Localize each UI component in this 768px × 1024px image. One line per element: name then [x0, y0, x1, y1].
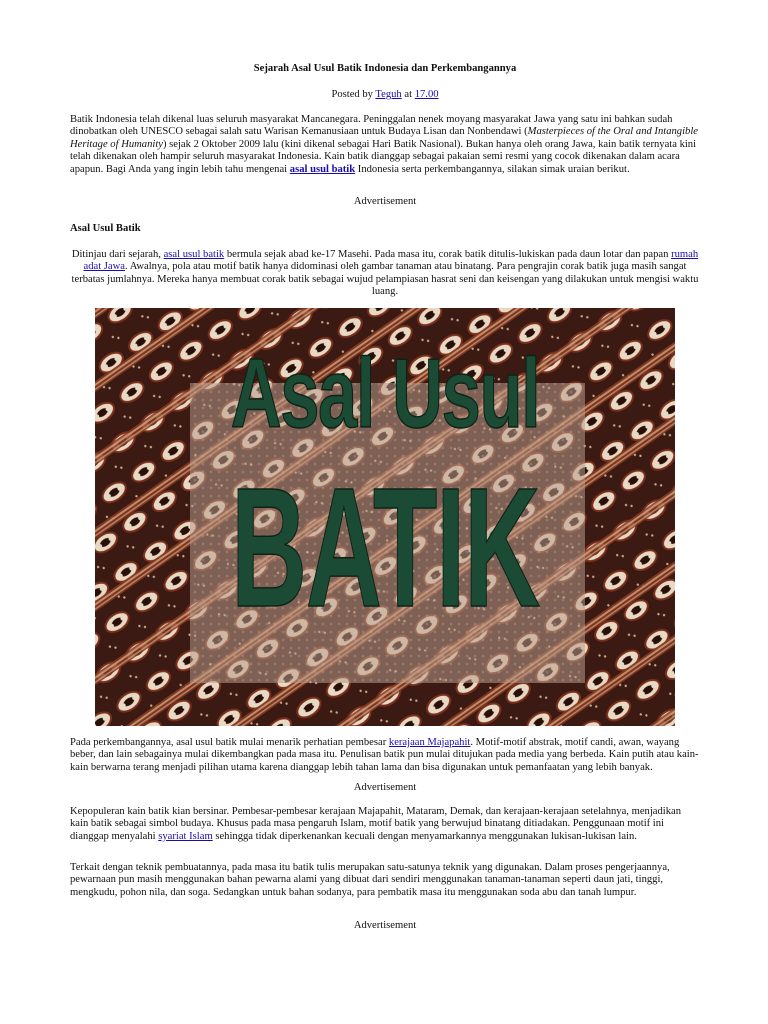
- section-heading: Asal Usul Batik: [70, 223, 141, 234]
- posted-by-label: Posted by: [331, 89, 373, 100]
- s1-text-2: bermula sejak abad ke-17 Masehi. Pada masa itu, corak batik ditulis-lukiskan pada daun lotar dan papan: [224, 249, 672, 260]
- syariat-islam-link[interactable]: syariat Islam: [158, 830, 213, 842]
- image-title-line2: BATIK: [230, 453, 539, 643]
- p2-text-2: . Motif-motif abstrak, motif candi, awan, wayang beber, dan lain sebagainya mulai dikembangkan pada masa itu. Penulisan batik pun mulai ditujukan pada media yang berbeda. Kain putih atau kain-kain berwarna terang menjadi pilihan utama karena dianggap lebih tahan lama dan bisa digunakan untuk pemanfaatan yang lebih banyak.: [70, 737, 699, 773]
- batik-image: [95, 308, 675, 726]
- s1-text-3: . Awalnya, pola atau motif batik hanya didominasi oleh gambar tanaman atau binatang. Para pengrajin corak batik juga masih sangat terbatas jumlahnya. Mereka hanya membuat corak batik sebagai wujud pelampiasan hasrat seni dan keisengan yang dilakukan untuk mengisi waktu luang.: [71, 261, 699, 298]
- intro-text-1: Batik Indonesia telah dikenal luas seluruh masyarakat Mancanegara. Peninggalan nenek moyang masyarakat Jawa yang satu ini bahkan sudah dinobatkan oleh UNESCO sebagai salah satu Warisan Kemanusiaan untuk Budaya Lisan dan Nonbendawi (: [70, 114, 673, 138]
- advertisement-label-3: Advertisement: [353, 920, 417, 931]
- time-link[interactable]: 17.00: [414, 89, 439, 100]
- section1-paragraph: [70, 249, 700, 299]
- at-label: at: [404, 89, 413, 100]
- article-title: Sejarah Asal Usul Batik Indonesia dan Perkembangannya: [253, 63, 517, 74]
- p3-text-1: Kepopuleran kain batik kian bersinar. Pembesar-pembesar kerajaan Majapahit, Mataram, Demak, dan kerajaan-kerajaan setelahnya, menjadikan kain batik sebagai simbol budaya. Khusus pada masa pengaruh Islam, motif batik yang berwujud binatang ditiadakan. Penggunaan motif ini dianggap menyalahi: [70, 806, 682, 842]
- paragraph-4: Terkait dengan teknik pembuatannya, pada masa itu batik tulis merupakan satu-satunya teknik yang digunakan. Dalam proses pengerjaannya, pewarnaan pun masih menggunakan bahan pewarna alami yang dibuat dari sendiri menggunakan tanaman-tanaman seperti daun jati, tinggi, mengkudu, pohon nila, dan soga. Sedangkan untuk bahan sodanya, para pembatik masa itu menggunakan soda abu dan tanah lumpur.: [70, 862, 670, 898]
- s1-text-1: Ditinjau dari sejarah,: [71, 249, 164, 260]
- kerajaan-majapahit-link[interactable]: kerajaan Majapahit: [388, 737, 471, 748]
- author-link[interactable]: Teguh: [375, 89, 402, 100]
- p3-text-2: sehingga tidak diperkenankan kecuali dengan menyamarkannya menggunakan lukisan-lukisan lain.: [212, 830, 637, 842]
- asal-usul-batik-link[interactable]: asal usul batik: [289, 163, 356, 175]
- paragraph-3: [70, 806, 700, 843]
- intro-text-3: Indonesia serta perkembangannya, silakan simak uraian berikut.: [355, 163, 630, 175]
- intro-italic: Masterpieces of the Oral and Intangible Heritage of Humanity: [70, 126, 698, 150]
- post-meta: [70, 89, 700, 101]
- rumah-adat-jawa-link[interactable]: rumah adat Jawa: [83, 249, 699, 273]
- paragraph-2: [70, 737, 700, 774]
- intro-paragraph: [70, 114, 700, 176]
- asal-usul-batik-link-2[interactable]: asal usul batik: [163, 249, 225, 260]
- advertisement-label-2: Advertisement: [353, 782, 417, 793]
- advertisement-label: Advertisement: [353, 196, 417, 207]
- p2-text-1: Pada perkembangannya, asal usul batik mulai menarik perhatian pembesar: [70, 737, 389, 748]
- intro-text-2: ) sejak 2 Oktober 2009 lalu (kini dikenal sebagai Hari Batik Nasional). Bukan hanya oleh orang Jawa, kain batik ternyata kini telah dikenakan oleh hampir seluruh masyarakat Indonesia. Kain batik dianggap sebagai pakaian semi resmi yang cocok dikenakan dalam acara apapun. Bagi Anda yang ingin lebih tahu mengenai: [70, 138, 697, 175]
- image-title-line1: Asal Usul: [230, 338, 540, 448]
